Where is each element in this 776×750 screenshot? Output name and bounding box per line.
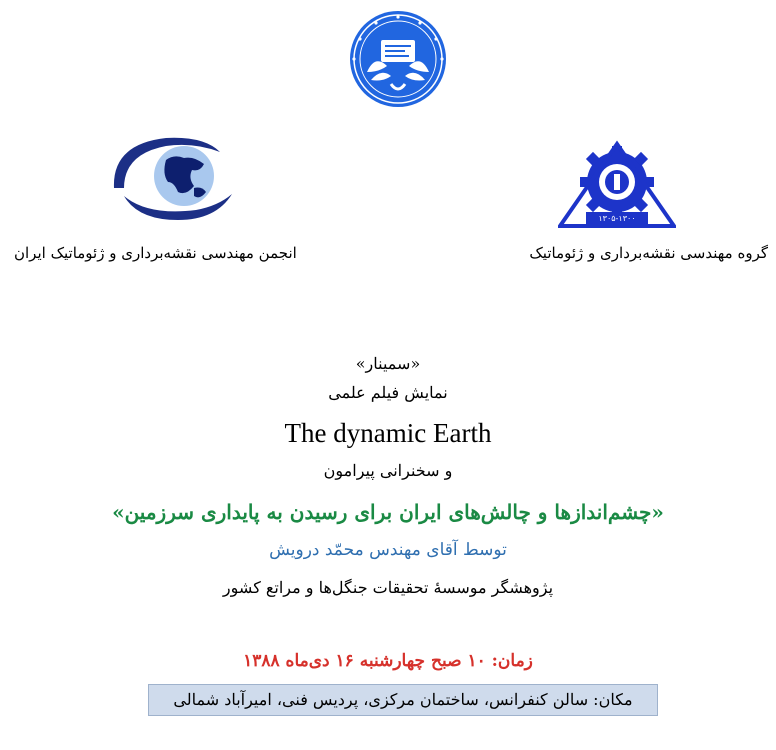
association-name: انجمن مهندسی نقشه‌برداری و ژئوماتیک ایران	[14, 244, 297, 262]
film-title: The dynamic Earth	[284, 418, 492, 448]
seminar-label: «سمینار»	[355, 354, 421, 373]
event-place: مکان: سالن کنفرانس، ساختمان مرکزی، پردیس فنی، امیرآباد شمالی	[148, 684, 658, 716]
speaker-affiliation: پژوهشگر موسسهٔ تحقیقات جنگل‌ها و مراتع کشور	[222, 578, 554, 597]
university-seal-icon	[345, 10, 451, 108]
gear-logo-icon	[558, 140, 676, 230]
speaker: توسط آقای مهندس محمّد درویش	[269, 540, 507, 560]
globe-logo-icon	[108, 130, 238, 222]
film-intro: نمایش فیلم علمی	[328, 383, 448, 402]
event-time: زمان: ۱۰ صبح چهارشنبه ۱۶ دی‌ماه ۱۳۸۸	[243, 651, 533, 671]
department-name: گروه مهندسی نقشه‌برداری و ژئوماتیک	[529, 244, 768, 262]
talk-intro: و سخنرانی پیرامون	[323, 461, 453, 480]
talk-title: «چشم‌اندازها و چالش‌های ایران برای رسیدن به پایداری سرزمین»	[112, 500, 664, 524]
svg-text:۱۳۰۵-۱۳۰۰: ۱۳۰۵-۱۳۰۰	[598, 214, 636, 223]
